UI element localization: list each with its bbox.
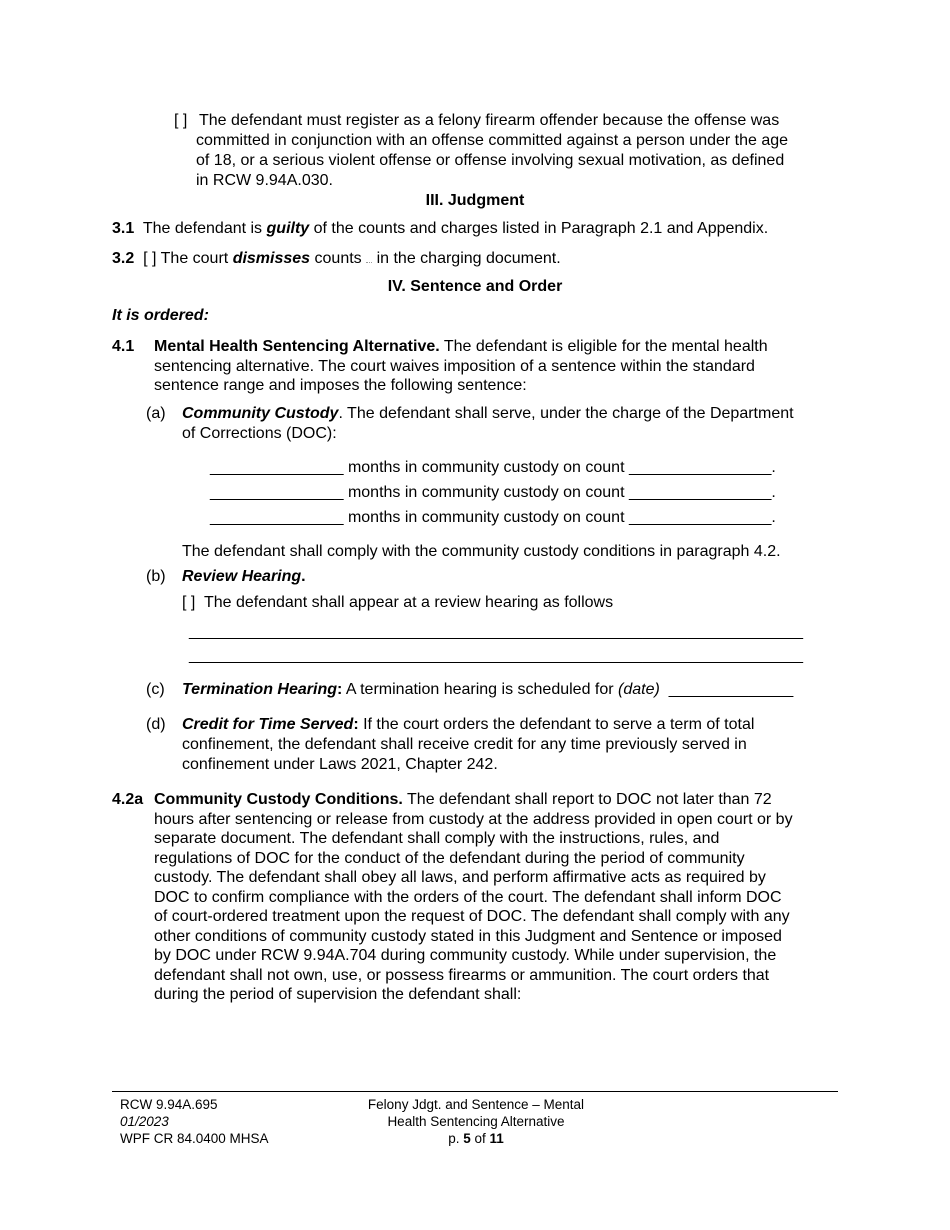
footer-title-2: Health Sentencing Alternative (387, 1114, 565, 1129)
item-a-comply: The defendant shall comply with the community custody conditions in paragraph 4.2. (182, 543, 781, 560)
count-blank[interactable]: ________________. (628, 484, 776, 501)
footer-title-1: Felony Jdgt. and Sentence – Mental (367, 1097, 585, 1112)
months-blank[interactable]: _______________ (210, 459, 344, 476)
paragraph-4-2a-line: custody. The defendant shall obey all laws, and perform affirmative acts as required by (154, 869, 766, 886)
item-a-label: (a) (146, 405, 166, 422)
review-hearing-blank-2[interactable]: _____________________________________________________________________ (189, 647, 803, 664)
custody-row: _______________ months in community custody on count ________________. (210, 509, 776, 526)
item-d-line-1: Credit for Time Served: If the court orders the defendant to serve a term of total (182, 716, 755, 733)
paragraph-4-1-line-3: sentence range and imposes the following sentence: (154, 377, 527, 394)
item-c-line: Termination Hearing: A termination hearing is scheduled for (date) ______________ (182, 681, 794, 698)
paragraph-4-2a-line: of court-ordered treatment upon the request of DOC. The defendant shall comply with any (154, 908, 790, 925)
item-b-label: (b) (146, 568, 166, 585)
dismiss-checkbox[interactable]: [ ] (143, 250, 157, 267)
item-b-title: Review Hearing. (182, 568, 306, 585)
item-d-line-2: confinement, the defendant shall receive credit for any time previously served in (182, 736, 747, 753)
paragraph-4-2a-line: during the period of supervision the defendant shall: (154, 986, 522, 1003)
item-d-line-3: confinement under Laws 2021, Chapter 242. (182, 756, 498, 773)
paragraph-number-4-1: 4.1 (112, 338, 135, 355)
counts-field[interactable] (366, 248, 372, 263)
paragraph-4-2a-line: DOC to confirm compliance with the orders of the court. The defendant shall inform DOC (154, 889, 782, 906)
review-hearing-blank-1[interactable]: _____________________________________________________________________ (189, 623, 803, 640)
firearm-line-1: The defendant must register as a felony firearm offender because the offense was (199, 112, 780, 129)
months-blank[interactable]: _______________ (210, 484, 344, 501)
footer-date: 01/2023 (120, 1114, 169, 1129)
custody-row: _______________ months in community custody on count ________________. (210, 484, 776, 501)
paragraph-number: 3.2 (112, 250, 135, 267)
footer-divider (112, 1091, 838, 1092)
it-is-ordered: It is ordered: (112, 307, 209, 324)
paragraph-number: 3.1 (112, 220, 135, 237)
item-a-line-2: of Corrections (DOC): (182, 425, 337, 442)
paragraph-4-1-line-2: sentencing alternative. The court waives imposition of a sentence within the standard (154, 358, 755, 375)
firearm-line-4: in RCW 9.94A.030. (196, 172, 333, 189)
paragraph-4-2a-line: separate document. The defendant shall comply with the instructions, rules, and (154, 830, 720, 847)
paragraph-4-2a-line: other conditions of community custody stated in this Judgment and Sentence or imposed (154, 928, 782, 945)
footer-page-number: p. 5 of 11 (448, 1131, 504, 1146)
paragraph-number-4-2a: 4.2a (112, 791, 144, 808)
item-d-label: (d) (146, 716, 166, 733)
paragraph-3-1: 3.1 The defendant is guilty of the counts and charges listed in Paragraph 2.1 and Appendix. (112, 220, 769, 237)
item-a-line-1: Community Custody. The defendant shall serve, under the charge of the Department (182, 405, 794, 422)
months-blank[interactable]: _______________ (210, 509, 344, 526)
footer-rcw: RCW 9.94A.695 (120, 1097, 218, 1112)
paragraph-4-2a-line: defendant shall not own, use, or possess firearms or ammunition. The court orders that (154, 967, 770, 984)
custody-row: _______________ months in community custody on count ________________. (210, 459, 776, 476)
paragraph-4-2a-line: regulations of DOC for the conduct of the defendant during the period of community (154, 850, 745, 867)
review-hearing-option: [ ] The defendant shall appear at a review hearing as follows (182, 594, 614, 611)
firearm-line-2: committed in conjunction with an offense committed against a person under the age (196, 132, 789, 149)
paragraph-4-2a-line-1: Community Custody Conditions. The defendant shall report to DOC not later than 72 (154, 791, 772, 808)
termination-date-blank[interactable]: ______________ (668, 681, 794, 698)
review-hearing-checkbox[interactable]: [ ] (182, 594, 196, 611)
footer-form-number: WPF CR 84.0400 MHSA (120, 1131, 269, 1146)
firearm-checkbox[interactable]: [ ] (174, 112, 188, 129)
item-c-label: (c) (146, 681, 165, 698)
judgment-heading: III. Judgment (425, 192, 525, 209)
paragraph-3-2: 3.2 [ ] The court dismisses counts in the charging document. (112, 250, 561, 267)
firearm-line-3: of 18, or a serious violent offense or offense involving sexual motivation, as defined (196, 152, 785, 169)
count-blank[interactable]: ________________. (628, 509, 776, 526)
paragraph-4-1-line-1: Mental Health Sentencing Alternative. The defendant is eligible for the mental health (154, 338, 768, 355)
paragraph-4-2a-line: by DOC under RCW 9.94A.704 during community custody. While under supervision, the (154, 947, 777, 964)
count-blank[interactable]: ________________. (628, 459, 776, 476)
sentence-heading: IV. Sentence and Order (387, 278, 563, 295)
paragraph-4-2a-line: hours after sentencing or release from custody at the address provided in open court or by (154, 811, 793, 828)
